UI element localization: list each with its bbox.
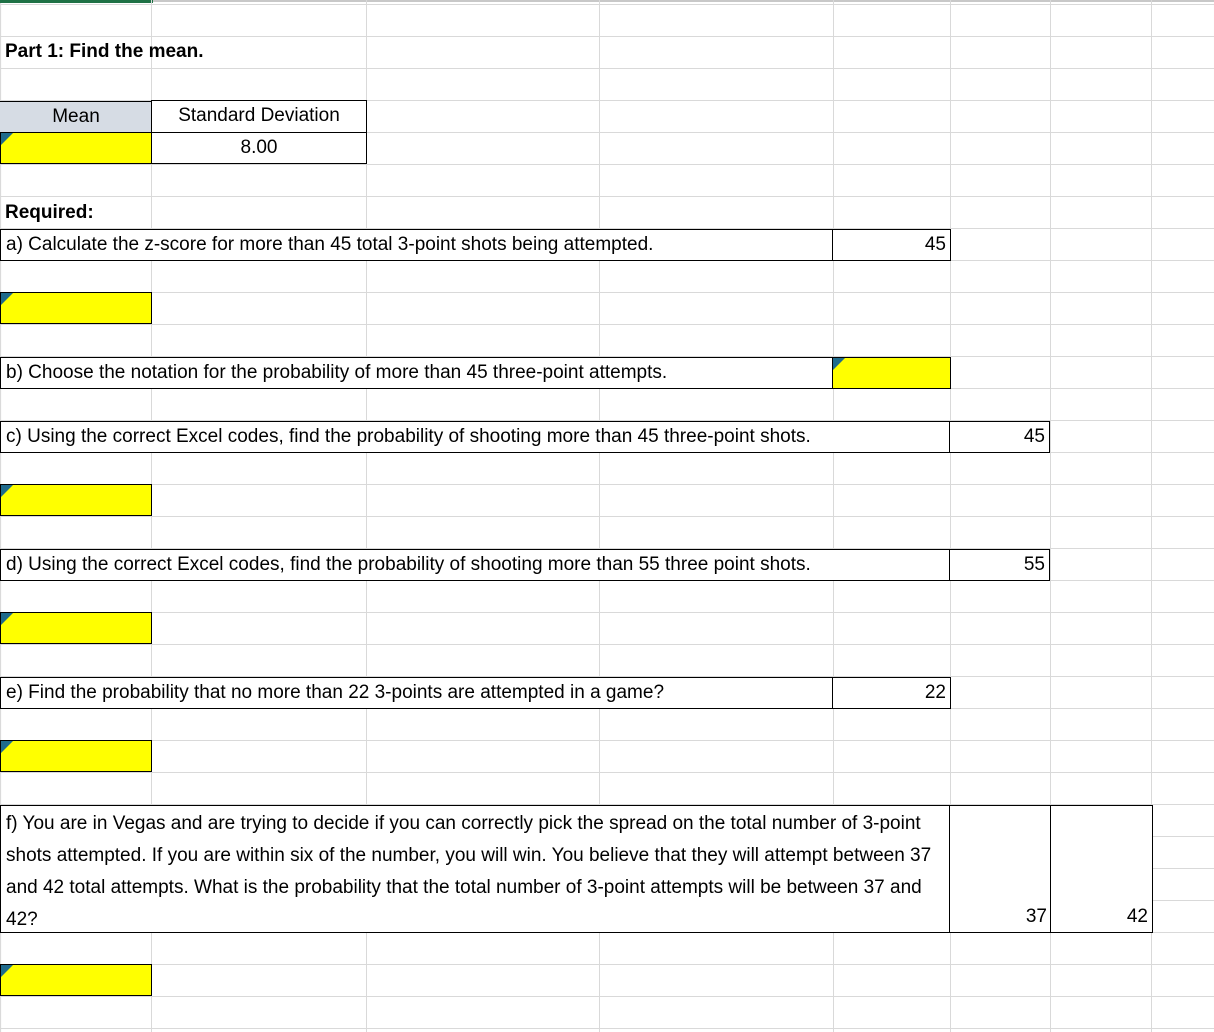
question-e-text: e) Find the probability that no more than 22 3-points are attempted in a game? (0, 677, 834, 709)
question-d-value[interactable]: 55 (949, 549, 1050, 581)
sd-value-cell[interactable]: 8.00 (151, 132, 367, 164)
answer-b-cell[interactable] (832, 357, 951, 389)
sheet-top-border (0, 0, 1214, 2)
question-c-text: c) Using the correct Excel codes, find the probability of shooting more than 45 three-point shots. (0, 421, 951, 453)
comment-indicator-icon (1, 741, 13, 753)
question-f-low-cell[interactable] (949, 805, 1052, 933)
comment-indicator-icon (833, 358, 845, 370)
question-c-value[interactable]: 45 (949, 421, 1050, 453)
question-f-text: f) You are in Vegas and are trying to decide if you can correctly pick the spread on the total number of 3-point shots attempted. If you are within six of the number, you will win. You believe that they will attempt between 37 and 42 total attempts. What is the probability that the total number of 3-point attempts will be between 37 and 42? (0, 805, 951, 933)
required-label: Required: (5, 202, 94, 223)
question-e-value[interactable]: 22 (832, 677, 951, 709)
comment-indicator-icon (1, 133, 13, 145)
answer-e-cell[interactable] (0, 740, 152, 772)
question-a-text: a) Calculate the z-score for more than 45 total 3-point shots being attempted. (0, 229, 834, 261)
answer-d-cell[interactable] (0, 612, 152, 644)
question-f-low-value: 37 (1025, 906, 1047, 927)
part-title: Part 1: Find the mean. (5, 41, 204, 62)
question-f-high-value: 42 (1126, 906, 1148, 927)
comment-indicator-icon (1, 613, 13, 625)
question-a-value[interactable]: 45 (832, 229, 951, 261)
mean-answer-cell[interactable] (0, 132, 152, 164)
comment-indicator-icon (1, 485, 13, 497)
answer-c-cell[interactable] (0, 484, 152, 516)
answer-a-cell[interactable] (0, 292, 152, 324)
question-b-text: b) Choose the notation for the probability of more than 45 three-point attempts. (0, 357, 834, 389)
question-d-text: d) Using the correct Excel codes, find the probability of shooting more than 55 three point shots. (0, 549, 951, 581)
question-f-high-cell[interactable] (1050, 805, 1153, 933)
answer-f-cell[interactable] (0, 964, 152, 996)
selected-column-indicator (0, 0, 153, 3)
sd-header: Standard Deviation (151, 100, 367, 133)
comment-indicator-icon (1, 293, 13, 305)
mean-header: Mean (0, 101, 152, 133)
comment-indicator-icon (1, 965, 13, 977)
